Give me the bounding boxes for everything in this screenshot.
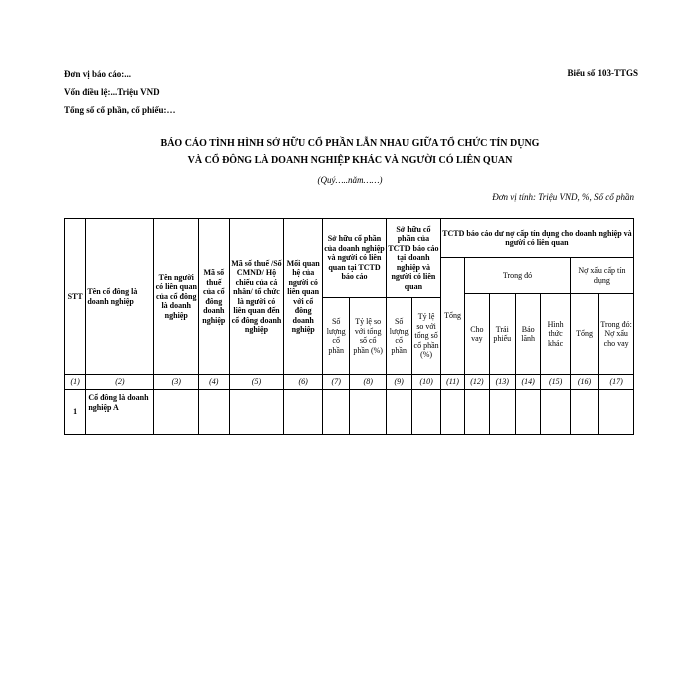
- header-bad-debt: Nợ xấu cấp tín dụng: [570, 258, 633, 294]
- empty-cell: [465, 390, 489, 435]
- header-group-ownership-in-bank: Sở hữu cổ phần của doanh nghiệp và người có liên quan tại TCTD báo cáo: [322, 219, 386, 298]
- column-number-cell: (14): [515, 375, 540, 390]
- header-bond: Trái phiếu: [489, 294, 515, 375]
- header-relationship: Mối quan hệ của người có liên quan với cổ đông doanh nghiệp: [284, 219, 323, 375]
- header-bad-debt-total: Tổng: [570, 294, 598, 375]
- header-bad-debt-loan: Trong đó: Nợ xấu cho vay: [599, 294, 634, 375]
- column-number-cell: (9): [386, 375, 411, 390]
- column-number-cell: (17): [599, 375, 634, 390]
- column-number-cell: (16): [570, 375, 598, 390]
- column-number-cell: (6): [284, 375, 323, 390]
- charter-capital: Vốn điều lệ:...Triệu VND: [64, 87, 160, 97]
- column-number-cell: (2): [86, 375, 154, 390]
- column-number-cell: (3): [154, 375, 199, 390]
- header-group-credit: TCTD báo cáo dư nợ cấp tín dụng cho doanh nghiệp và người có liên quan: [440, 219, 633, 258]
- empty-cell: [386, 390, 411, 435]
- empty-cell: [154, 390, 199, 435]
- report-period: (Quý…..năm……): [317, 175, 383, 185]
- column-number-cell: (8): [350, 375, 387, 390]
- empty-cell: [489, 390, 515, 435]
- column-number-cell: (11): [440, 375, 464, 390]
- column-number-cell: (7): [322, 375, 349, 390]
- header-other-form: Hình thức khác: [541, 294, 570, 375]
- empty-cell: [515, 390, 540, 435]
- unit-of-measure: Đơn vị tính: Triệu VND, %, Số cổ phần: [492, 192, 634, 202]
- report-title-line-2: VÀ CỔ ĐÔNG LÀ DOANH NGHIỆP KHÁC VÀ NGƯỜI CÓ LIÊN QUAN: [187, 155, 513, 166]
- row-shareholder-name: Cổ đông là doanh nghiệp A: [86, 390, 154, 435]
- column-number-cell: (1): [65, 375, 86, 390]
- header-ratio-a: Tỷ lệ so với tổng số cổ phần (%): [350, 298, 387, 375]
- total-shares: Tổng số cổ phần, cổ phiếu:…: [64, 105, 176, 115]
- header-credit-total: Tổng: [440, 258, 464, 375]
- header-shareholder-name: Tên cổ đông là doanh nghiệp: [86, 219, 154, 375]
- reporting-unit: Đơn vị báo cáo:...: [64, 69, 131, 79]
- header-related-person-name: Tên người có liên quan của cổ đông là doanh nghiệp: [154, 219, 199, 375]
- empty-cell: [350, 390, 387, 435]
- empty-cell: [570, 390, 598, 435]
- header-group-bank-ownership: Sở hữu cổ phần của TCTD báo cáo tại doanh nghiệp và người có liên quan: [386, 219, 440, 298]
- column-number-cell: (10): [412, 375, 440, 390]
- ownership-table: [64, 218, 634, 435]
- column-number-cell: (5): [229, 375, 284, 390]
- header-stt: STT: [65, 219, 86, 375]
- form-number: Biểu số 103-TTGS: [567, 68, 638, 78]
- row-stt: 1: [65, 390, 86, 435]
- report-title-line-1: BÁO CÁO TÌNH HÌNH SỞ HỮU CỔ PHẦN LẪN NHAU GIỮA TỔ CHỨC TÍN DỤNG: [160, 138, 540, 149]
- empty-cell: [284, 390, 323, 435]
- empty-cell: [199, 390, 229, 435]
- empty-cell: [229, 390, 284, 435]
- header-loan: Cho vay: [465, 294, 489, 375]
- header-ratio-b: Tỷ lệ so với tổng số cổ phần (%): [412, 298, 440, 375]
- header-id-code: Mã số thuế /Số CMND/ Hộ chiếu của cá nhân/ tổ chức là người có liên quan đến cổ đông doanh nghiệp: [229, 219, 284, 375]
- empty-cell: [322, 390, 349, 435]
- column-number-cell: (4): [199, 375, 229, 390]
- header-shares-count-a: Số lượng cổ phần: [322, 298, 349, 375]
- empty-cell: [412, 390, 440, 435]
- empty-cell: [541, 390, 570, 435]
- empty-cell: [599, 390, 634, 435]
- column-number-cell: (13): [489, 375, 515, 390]
- header-guarantee: Bảo lãnh: [515, 294, 540, 375]
- empty-cell: [440, 390, 464, 435]
- header-of-which: Trong đó: [465, 258, 571, 294]
- header-shares-count-b: Số lượng cổ phần: [386, 298, 411, 375]
- column-number-row: [65, 375, 634, 390]
- table-row: [65, 390, 634, 435]
- column-number-cell: (12): [465, 375, 489, 390]
- header-tax-code: Mã số thuế của cổ đông doanh nghiệp: [199, 219, 229, 375]
- column-number-cell: (15): [541, 375, 570, 390]
